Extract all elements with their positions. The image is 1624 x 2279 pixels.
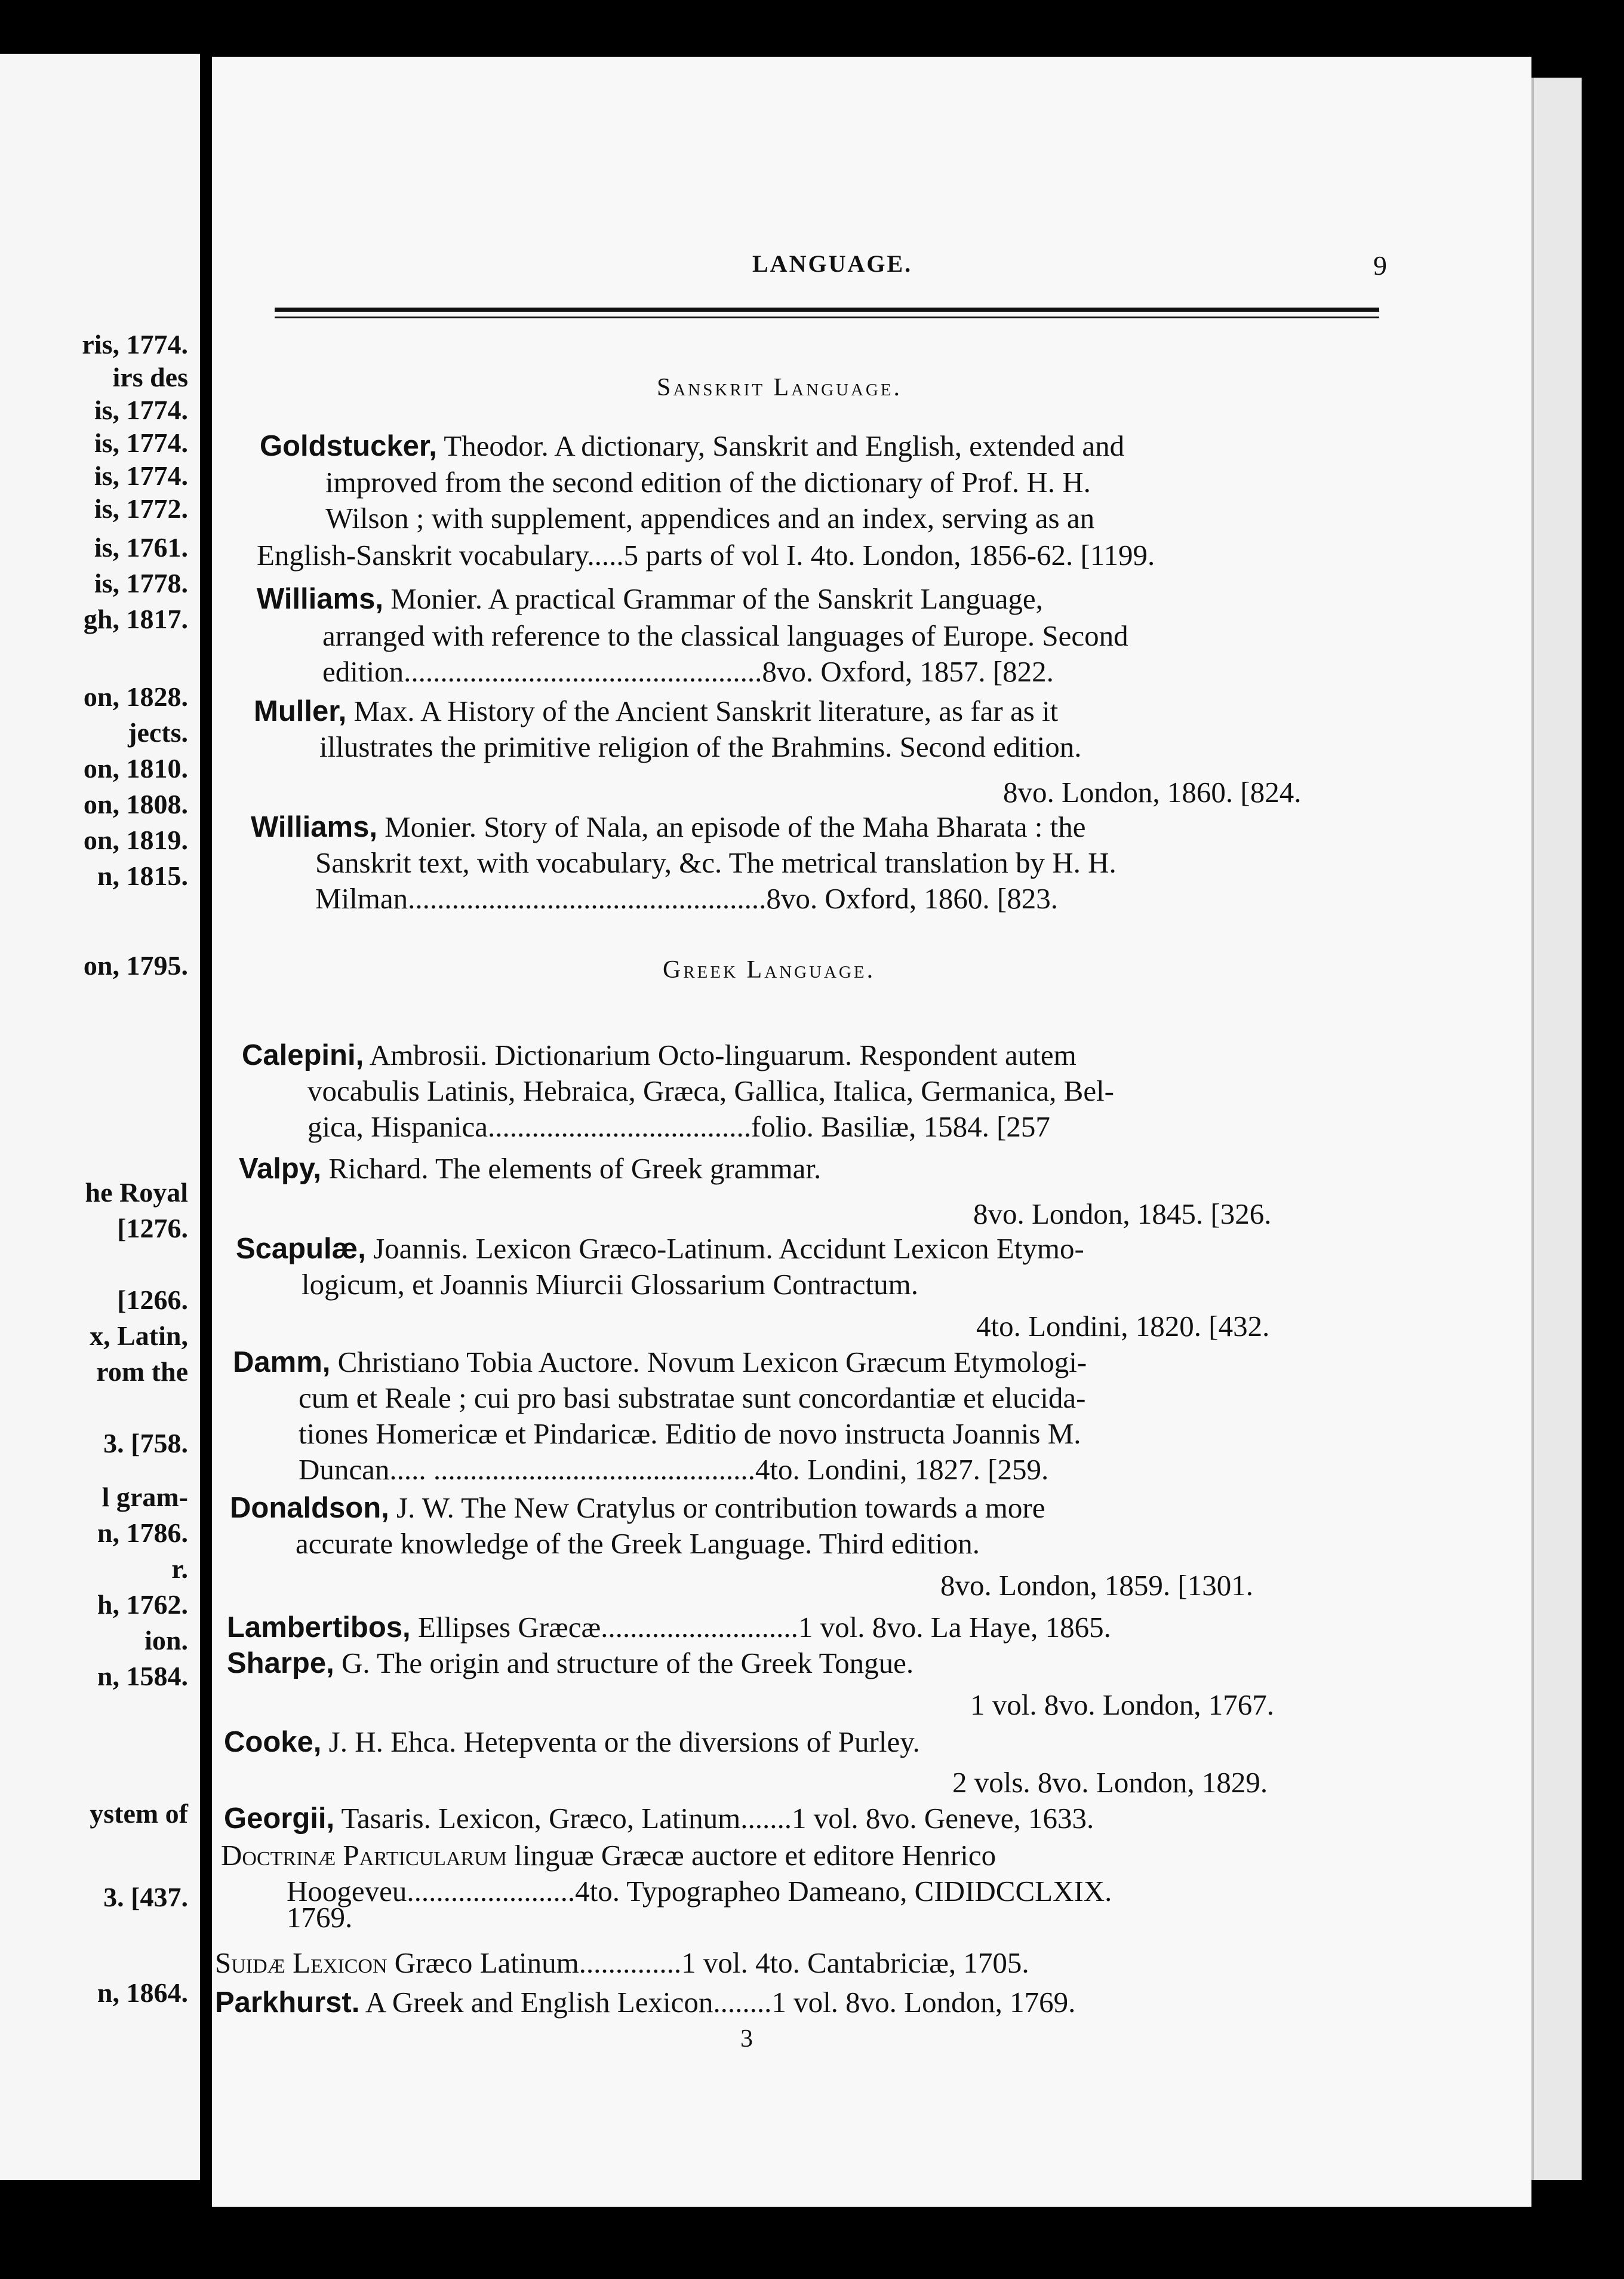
entry-williams-nala-line3: Milman.................................................8vo. Oxford, 1860. [823.: [315, 882, 1058, 915]
left-line: gh, 1817.: [83, 604, 188, 634]
entry-williams-grammar-line2: arranged with reference to the classical languages of Europe. Second: [322, 619, 1128, 652]
left-line: [1276.: [117, 1213, 188, 1243]
entry-damm-line4: Duncan..... ............................................4to. Londini, 1827. [259.: [299, 1453, 1049, 1486]
entry-suidae-line1: Suidæ Lexicon Græco Latinum..............1 vol. 4to. Cantabriciæ, 1705.: [215, 1946, 1029, 1979]
entry-damm-line1: Damm, Christiano Tobia Auctore. Novum Lexicon Græcum Etymologi-: [233, 1346, 1087, 1378]
author-name: Cooke,: [224, 1726, 322, 1758]
author-name: Scapulæ,: [236, 1233, 366, 1265]
entry-damm-line3: tiones Homericæ et Pindaricæ. Editio de novo instructa Joannis M.: [299, 1417, 1081, 1450]
entry-calepini-line3: gica, Hispanica....................................folio. Basiliæ, 1584. [257: [307, 1110, 1050, 1143]
entry-williams-grammar-line1: Williams, Monier. A practical Grammar of the Sanskrit Language,: [257, 582, 1043, 615]
entry-goldstucker-line3: Wilson ; with supplement, appendices and an index, serving as an: [325, 502, 1095, 535]
left-line: rom the: [96, 1356, 188, 1387]
entry-goldstucker-line1: Goldstucker, Theodor. A dictionary, Sanskrit and English, extended and: [260, 429, 1125, 462]
entry-scapulae-line1: Scapulæ, Joannis. Lexicon Græco-Latinum. Accidunt Lexicon Etymo-: [236, 1232, 1084, 1265]
left-line: on, 1828.: [83, 681, 188, 712]
page-number: 9: [1373, 250, 1387, 281]
left-line: on, 1819.: [83, 825, 188, 855]
entry-scapulae-line3: 4to. Londini, 1820. [432.: [976, 1310, 1270, 1343]
left-line: 3. [758.: [103, 1428, 188, 1458]
left-line: is, 1774.: [94, 460, 188, 491]
left-line: is, 1772.: [94, 493, 188, 524]
entry-williams-grammar-line3: edition.................................................8vo. Oxford, 1857. [822.: [322, 655, 1054, 688]
entry-lambertibos-line1: Lambertibos, Ellipses Græcæ...........................1 vol. 8vo. La Haye, 1865.: [227, 1611, 1111, 1644]
author-name: Parkhurst.: [215, 1986, 360, 2019]
left-line: jects.: [128, 717, 188, 748]
left-line: is, 1774.: [94, 428, 188, 458]
left-line: r.: [171, 1553, 188, 1584]
entry-donaldson-line2: accurate knowledge of the Greek Language. Third edition.: [296, 1527, 980, 1560]
author-name: Muller,: [254, 695, 347, 727]
author-name: Sharpe,: [227, 1647, 334, 1679]
title-name: Suidæ Lexicon: [215, 1946, 387, 1979]
author-name: Lambertibos,: [227, 1611, 411, 1644]
entry-valpy-line2: 8vo. London, 1845. [326.: [973, 1197, 1272, 1230]
section-title-greek: Greek Language.: [663, 956, 876, 984]
entry-scapulae-line2: logicum, et Joannis Miurcii Glossarium Contractum.: [302, 1268, 918, 1301]
entry-georgii-line1: Georgii, Tasaris. Lexicon, Græco, Latinum.......1 vol. 8vo. Geneve, 1633.: [224, 1802, 1094, 1835]
left-line: n, 1864.: [97, 1977, 188, 2008]
left-line: is, 1774.: [94, 395, 188, 425]
author-name: Damm,: [233, 1346, 331, 1378]
signature-mark: 3: [740, 2025, 753, 2053]
entry-parkhurst-line1: Parkhurst. A Greek and English Lexicon........1 vol. 8vo. London, 1769.: [215, 1986, 1076, 2019]
left-line: on, 1810.: [83, 753, 188, 784]
entry-williams-nala-line1: Williams, Monier. Story of Nala, an episode of the Maha Bharata : the: [251, 810, 1086, 843]
left-line: l gram-: [102, 1482, 188, 1512]
author-name: Goldstucker,: [260, 430, 437, 462]
running-head: LANGUAGE.: [752, 250, 913, 277]
left-line: n, 1786.: [97, 1518, 188, 1548]
entry-goldstucker-line4: English-Sanskrit vocabulary.....5 parts of vol I. 4to. London, 1856-62. [1199.: [257, 539, 1155, 572]
entry-doctrinae-line1: Doctrinæ Particularum linguæ Græcæ auctore et editore Henrico: [221, 1839, 996, 1872]
header-rule-thick: [275, 308, 1379, 312]
section-title-sanskrit: Sanskrit Language.: [657, 374, 903, 401]
author-name: Williams,: [257, 583, 383, 615]
entry-donaldson-line3: 8vo. London, 1859. [1301.: [940, 1569, 1253, 1602]
left-line: ion.: [144, 1625, 188, 1656]
left-line: n, 1815.: [97, 861, 188, 891]
left-line: on, 1808.: [83, 789, 188, 819]
entry-sharpe-line2: 1 vol. 8vo. London, 1767.: [970, 1688, 1275, 1721]
entry-goldstucker-line2: improved from the second edition of the dictionary of Prof. H. H.: [325, 466, 1091, 499]
facing-page-left: [0, 54, 200, 2180]
entry-sharpe-line1: Sharpe, G. The origin and structure of the Greek Tongue.: [227, 1647, 914, 1679]
entry-cooke-line1: Cooke, J. H. Ehca. Hetepventa or the diversions of Purley.: [224, 1725, 920, 1758]
entry-valpy-line1: Valpy, Richard. The elements of Greek grammar.: [239, 1152, 822, 1185]
entry-calepini-line2: vocabulis Latinis, Hebraica, Græca, Gallica, Italica, Germanica, Bel-: [307, 1074, 1114, 1107]
left-line: ris, 1774.: [82, 329, 188, 360]
left-line: is, 1778.: [94, 568, 188, 598]
entry-doctrinae-line2: Hoogeveu.......................4to. Typographeo Dameano, CIDIDCCLXIX.: [287, 1875, 1112, 1908]
author-name: Calepini,: [242, 1039, 364, 1071]
entry-calepini-line1: Calepini, Ambrosii. Dictionarium Octo-linguarum. Respondent autem: [242, 1039, 1076, 1071]
author-name: Valpy,: [239, 1153, 322, 1185]
left-line: ystem of: [90, 1798, 188, 1829]
title-name: Doctrinæ Particularum: [221, 1839, 507, 1872]
header-rule-thin: [275, 317, 1379, 318]
entry-doctrinae-line3: 1769.: [287, 1901, 353, 1934]
entry-muller-line1: Muller, Max. A History of the Ancient Sanskrit literature, as far as it: [254, 695, 1059, 727]
page-edge: [1531, 78, 1582, 2180]
entry-donaldson-line1: Donaldson, J. W. The New Cratylus or contribution towards a more: [230, 1491, 1045, 1524]
left-line: on, 1795.: [83, 950, 188, 981]
author-name: Williams,: [251, 811, 377, 843]
entry-damm-line2: cum et Reale ; cui pro basi substratae sunt concordantiæ et elucida-: [299, 1381, 1086, 1414]
left-line: x, Latin,: [90, 1320, 188, 1351]
entry-muller-line2: illustrates the primitive religion of the Brahmins. Second edition.: [319, 730, 1082, 763]
left-line: h, 1762.: [97, 1589, 188, 1620]
entry-williams-nala-line2: Sanskrit text, with vocabulary, &c. The metrical translation by H. H.: [315, 846, 1116, 879]
entry-muller-line3: 8vo. London, 1860. [824.: [1003, 776, 1302, 809]
left-line: [1266.: [117, 1285, 188, 1315]
left-line: he Royal: [85, 1177, 188, 1208]
entry-cooke-line2: 2 vols. 8vo. London, 1829.: [952, 1766, 1268, 1799]
left-line: n, 1584.: [97, 1661, 188, 1691]
left-line: is, 1761.: [94, 532, 188, 563]
author-name: Georgii,: [224, 1802, 335, 1835]
left-line: 3. [437.: [103, 1882, 188, 1912]
left-line: irs des: [112, 362, 188, 392]
author-name: Donaldson,: [230, 1492, 389, 1524]
